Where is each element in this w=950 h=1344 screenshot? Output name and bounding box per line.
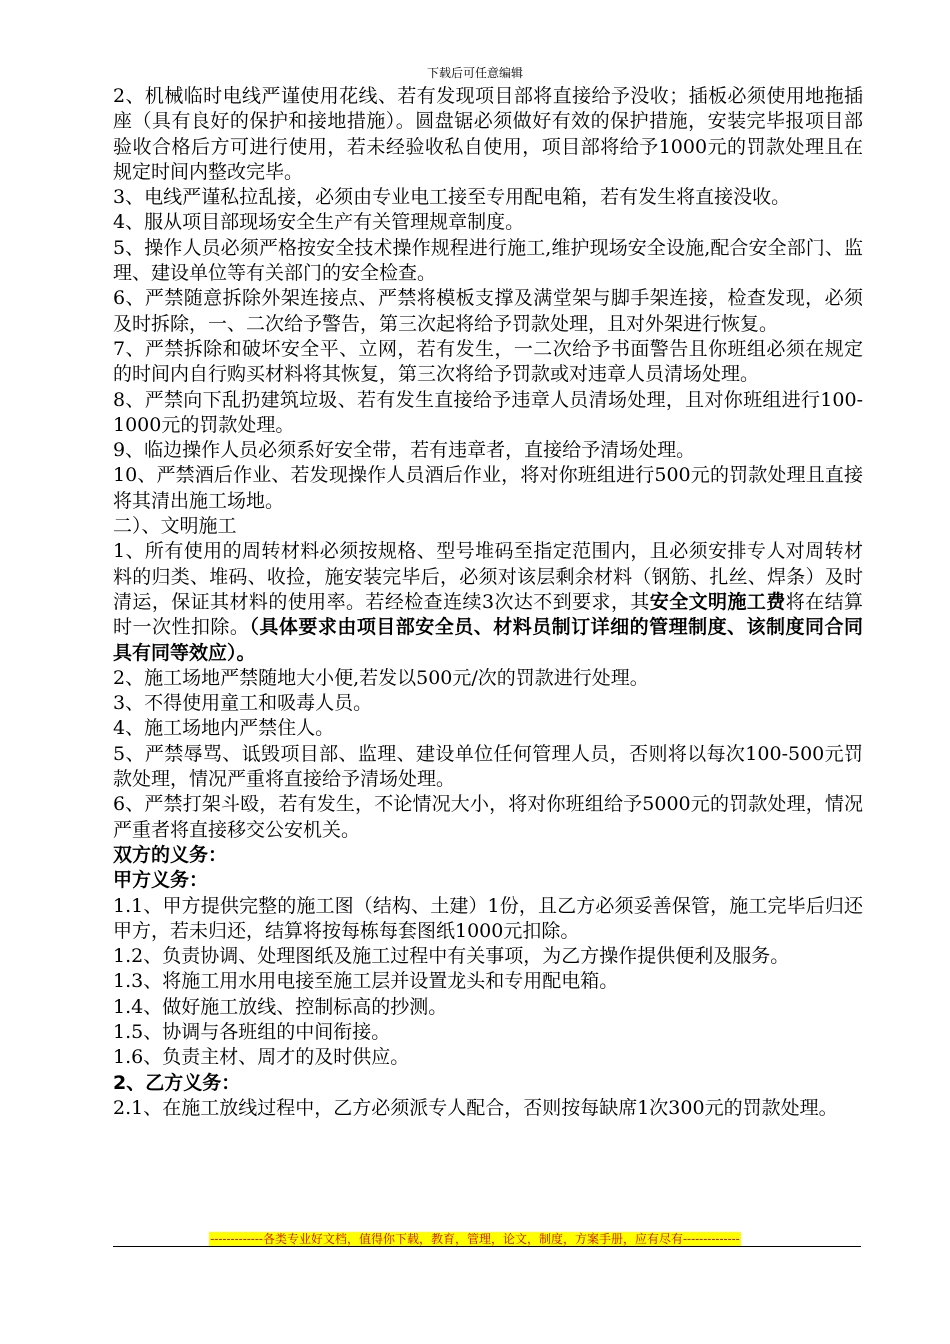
page-header: 下载后可任意编辑: [426, 66, 523, 80]
party-a-item: 1.6、负责主材、周才的及时供应。: [113, 1046, 410, 1069]
paragraph: 6、严禁打架斗殴，若有发生，不论情况大小，将对你班组给予5000元的罚款处理，情况严重者将直接移交公安机关。: [113, 793, 863, 841]
civil-fee-term: 安全文明施工费: [649, 590, 786, 613]
paragraph: 4、施工场地内严禁住人。: [113, 717, 335, 740]
heading-duties: 双方的义务：: [113, 843, 228, 866]
party-b-item: 2.1、在施工放线过程中，乙方必须派专人配合，否则按每缺席1次300元的罚款处理。: [113, 1096, 838, 1119]
paragraph: 2、施工场地严禁随地大小便,若发以500元/次的罚款进行处理。: [113, 666, 649, 689]
party-a-item: 1.1、甲方提供完整的施工图（结构、土建）1份，且乙方必须妥善保管，施工完毕后归还甲方，若未归还，结算将按每栋每套图纸1000元扣除。: [113, 894, 863, 942]
document-body: [113, 84, 863, 1121]
paragraph: 9、临边操作人员必须系好安全带，若有违章者，直接给予清场处理。: [113, 439, 696, 462]
civil-1-note: （具体要求由项目部安全员、材料员制订详细的管理制度、该制度同合同具有同等效应）。: [113, 616, 863, 664]
civil-1-text: 1、所有使用的周转材料必须按规格、型号堆码至指定范围内，且必须安排专人对周转材料的归类、堆码、收捡，施安装完毕后，必须对该层剩余材料（钢筋、扎丝、焊条）及时清运，保证其材料的使用率。若经检查连续3次达不到要求，其: [113, 540, 863, 613]
heading-party-a: 甲方义务：: [113, 869, 209, 892]
paragraph: 3、不得使用童工和吸毒人员。: [113, 692, 373, 715]
paragraph: 6、严禁随意拆除外架连接点、严禁将模板支撑及满堂架与脚手架连接，检查发现，必须及时拆除，一、二次给予警告，第三次起将给予罚款处理，且对外架进行恢复。: [113, 287, 863, 335]
paragraph-civil-1: [113, 539, 863, 665]
paragraph: 8、严禁向下乱扔建筑垃圾、若有发生直接给予违章人员清场处理，且对你班组进行100-1000元的罚款处理。: [113, 388, 863, 436]
paragraph: 5、操作人员必须严格按安全技术操作规程进行施工,维护现场安全设施,配合安全部门、监理、建设单位等有关部门的安全检查。: [113, 236, 863, 285]
paragraph: 2、机械临时电线严谨使用花线、若有发现项目部将直接给予没收；插板必须使用地拖插座（具有良好的保护和接地措施）。圆盘锯必须做好有效的保护措施，安装完毕报项目部验收合格后方可进行使用，若未经验收私自使用，项目部将给予1000元的罚款处理且在规定时间内整改完毕。: [113, 85, 863, 183]
paragraph: 3、电线严谨私拉乱接，必须由专业电工接至专用配电箱，若有发生将直接没收。: [113, 186, 791, 209]
paragraph: 4、服从项目部现场安全生产有关管理规章制度。: [113, 211, 525, 234]
paragraph: 7、严禁拆除和破坏安全平、立网，若有发生，一二次给予书面警告且你班组必须在规定的时间内自行购买材料将其恢复，第三次将给予罚款或对违章人员清场处理。: [113, 337, 863, 386]
party-a-item: 1.5、协调与各班组的中间衔接。: [113, 1020, 391, 1043]
party-a-item: 1.4、做好施工放线、控制标高的抄测。: [113, 995, 448, 1018]
civil-1-text-cont: 将在结算时一次性扣除。: [113, 590, 863, 639]
page-footer: [0, 1228, 950, 1247]
heading-party-b: 2、乙方义务：: [113, 1071, 241, 1094]
paragraph: 10、严禁酒后作业、若发现操作人员酒后作业，将对你班组进行500元的罚款处理且直接将其清出施工场地。: [113, 464, 863, 512]
footer-divider: [113, 1246, 861, 1247]
party-a-item: 1.3、将施工用水用电接至施工层并设置龙头和专用配电箱。: [113, 970, 619, 993]
section-heading-civil: 二）、文明施工: [113, 515, 237, 538]
party-a-item: 1.2、负责协调、处理图纸及施工过程中有关事项，为乙方操作提供便利及服务。: [113, 945, 790, 968]
paragraph: 5、严禁辱骂、诋毁项目部、监理、建设单位任何管理人员，否则将以每次100-500元罚款处理，情况严重将直接给予清场处理。: [113, 742, 863, 791]
footer-banner: -------------各类专业好文档，值得你下载，教育，管理，论文，制度，方案手册，应有尽有--------------: [210, 1232, 740, 1246]
